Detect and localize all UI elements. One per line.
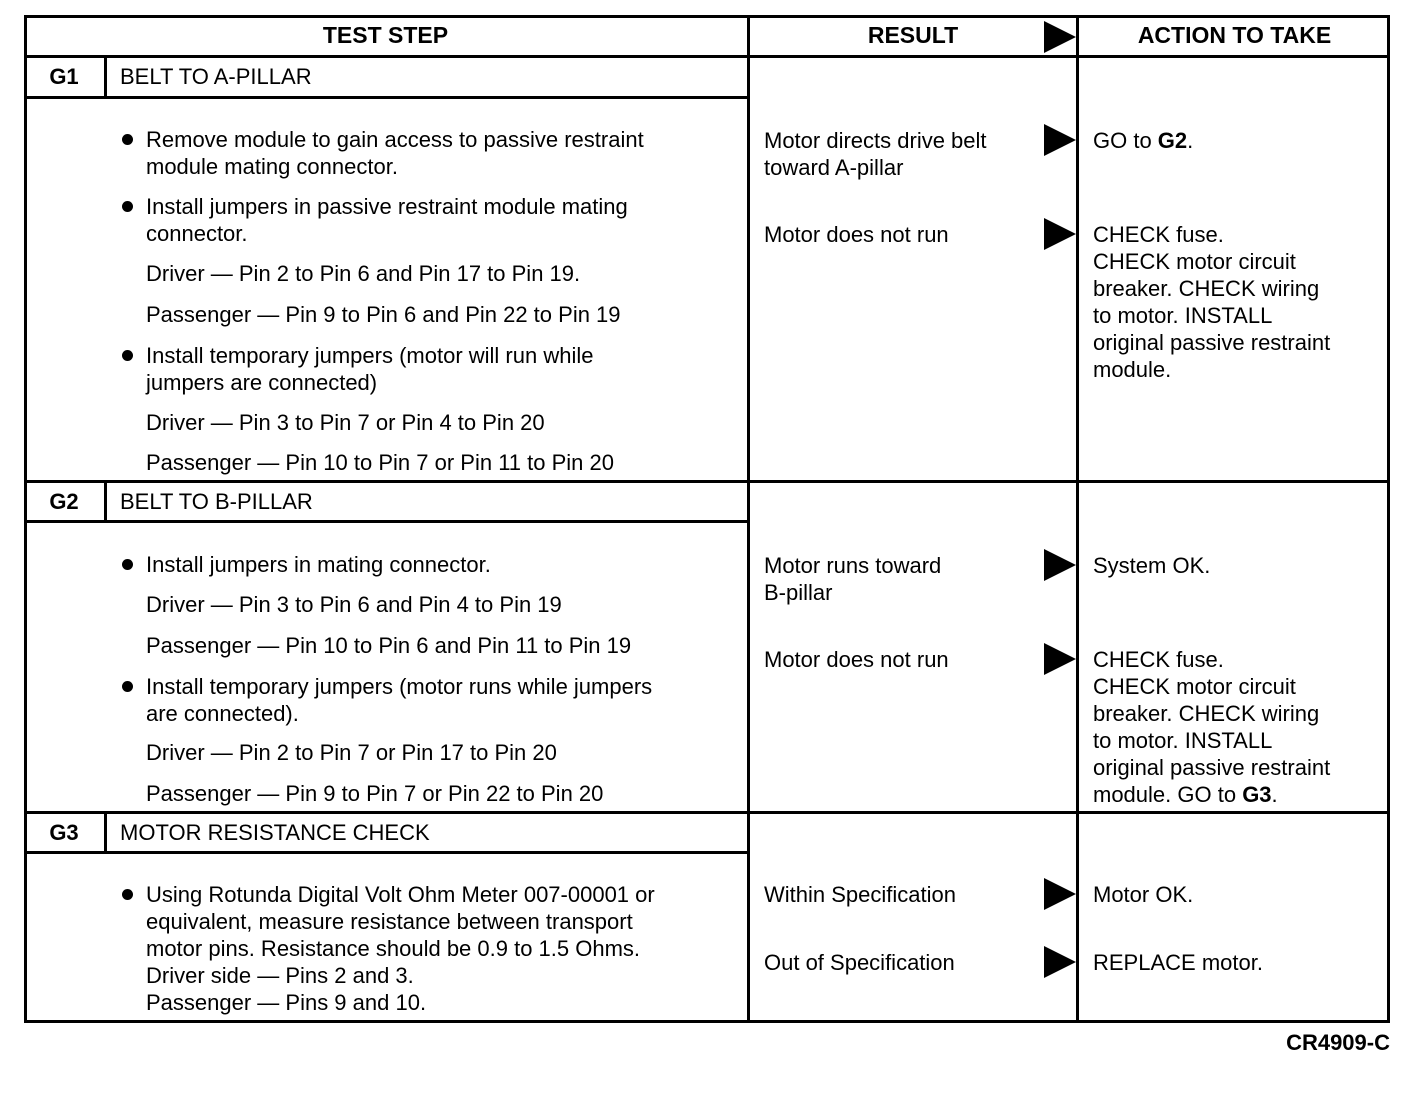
test-instruction: connector. [146,221,248,246]
step-code: G3 [49,820,79,845]
header-divider [24,55,1390,58]
test-instruction: Install jumpers in passive restraint module mating [146,194,628,219]
pin-jumper-line: Driver — Pin 2 to Pin 6 and Pin 17 to Pin 19. [146,261,581,286]
bullet-icon [122,681,133,692]
pin-jumper-line: Passenger — Pin 9 to Pin 6 and Pin 22 to Pin 19 [146,302,621,327]
column-divider-result [747,15,750,1023]
arrow-right-icon [1044,549,1076,581]
result-text: Motor runs toward [764,553,942,578]
arrow-right-icon [1044,946,1076,978]
action-text: to motor. INSTALL [1093,303,1273,328]
bullet-icon [122,889,133,900]
step-divider [24,480,1390,483]
action-text: module. GO to G3. [1093,782,1278,807]
pin-jumper-line: Passenger — Pin 10 to Pin 7 or Pin 11 to Pin 20 [146,450,614,475]
action-text: CHECK fuse. [1093,222,1224,247]
test-instruction: jumpers are connected) [146,370,378,395]
test-instruction: Install temporary jumpers (motor runs while jumpers [146,674,653,699]
action-text: REPLACE motor. [1093,950,1263,975]
bullet-icon [122,201,133,212]
action-text: CHECK fuse. [1093,647,1224,672]
step-title: BELT TO A-PILLAR [120,64,312,89]
step-title-divider [24,851,749,854]
result-text: Within Specification [764,882,956,907]
header-action: ACTION TO TAKE [1137,22,1332,48]
arrow-right-icon [1044,643,1076,675]
step-title-divider [24,96,749,99]
test-instruction: Driver side — Pins 2 and 3. [146,963,414,988]
pin-jumper-line: Driver — Pin 3 to Pin 6 and Pin 4 to Pin 19 [146,592,562,617]
result-text: toward A-pillar [764,155,904,180]
step-code: G2 [49,489,79,514]
step-divider [24,811,1390,814]
header-result: RESULT [867,22,959,48]
arrow-right-icon [1044,878,1076,910]
action-text: breaker. CHECK wiring [1093,701,1320,726]
action-text: GO to G2. [1093,128,1194,153]
step-title: BELT TO B-PILLAR [120,489,313,514]
action-text: to motor. INSTALL [1093,728,1273,753]
result-text: B-pillar [764,580,833,605]
pin-jumper-line: Driver — Pin 2 to Pin 7 or Pin 17 to Pin 20 [146,740,557,765]
test-instruction: equivalent, measure resistance between transport [146,909,633,934]
action-text: original passive restraint [1093,330,1331,355]
test-instruction: are connected). [146,701,299,726]
header-arrow-icon [1044,21,1076,53]
test-instruction: Passenger — Pins 9 and 10. [146,990,427,1015]
test-instruction: motor pins. Resistance should be 0.9 to 1.5 Ohms. [146,936,641,961]
bullet-icon [122,134,133,145]
test-instruction: module mating connector. [146,154,398,179]
step-title-divider [24,520,749,523]
test-instruction: Using Rotunda Digital Volt Ohm Meter 007-00001 or [146,882,655,907]
bullet-icon [122,350,133,361]
header-test-step: TEST STEP [322,22,449,48]
step-title: MOTOR RESISTANCE CHECK [120,820,430,845]
test-instruction: Install jumpers in mating connector. [146,552,491,577]
action-text: CHECK motor circuit [1093,674,1296,699]
action-text: System OK. [1093,553,1211,578]
step-code-divider [104,811,107,853]
figure-id: CR4909-C [1286,1030,1390,1055]
column-divider-action [1076,15,1079,1023]
action-text: breaker. CHECK wiring [1093,276,1320,301]
arrow-right-icon [1044,218,1076,250]
action-text: CHECK motor circuit [1093,249,1296,274]
pin-jumper-line: Passenger — Pin 10 to Pin 6 and Pin 11 to Pin 19 [146,633,632,658]
action-text: original passive restraint [1093,755,1331,780]
step-code-divider [104,55,107,98]
result-text: Motor does not run [764,647,949,672]
pin-jumper-line: Driver — Pin 3 to Pin 7 or Pin 4 to Pin 20 [146,410,545,435]
action-text: module. [1093,357,1172,382]
arrow-right-icon [1044,124,1076,156]
pin-jumper-line: Passenger — Pin 9 to Pin 7 or Pin 22 to Pin 20 [146,781,604,806]
step-code-divider [104,480,107,522]
result-text: Out of Specification [764,950,955,975]
result-text: Motor directs drive belt [764,128,987,153]
action-text: Motor OK. [1093,882,1194,907]
test-instruction: Install temporary jumpers (motor will run while [146,343,594,368]
test-instruction: Remove module to gain access to passive restraint [146,127,644,152]
result-text: Motor does not run [764,222,949,247]
step-code: G1 [49,64,79,89]
bullet-icon [122,559,133,570]
